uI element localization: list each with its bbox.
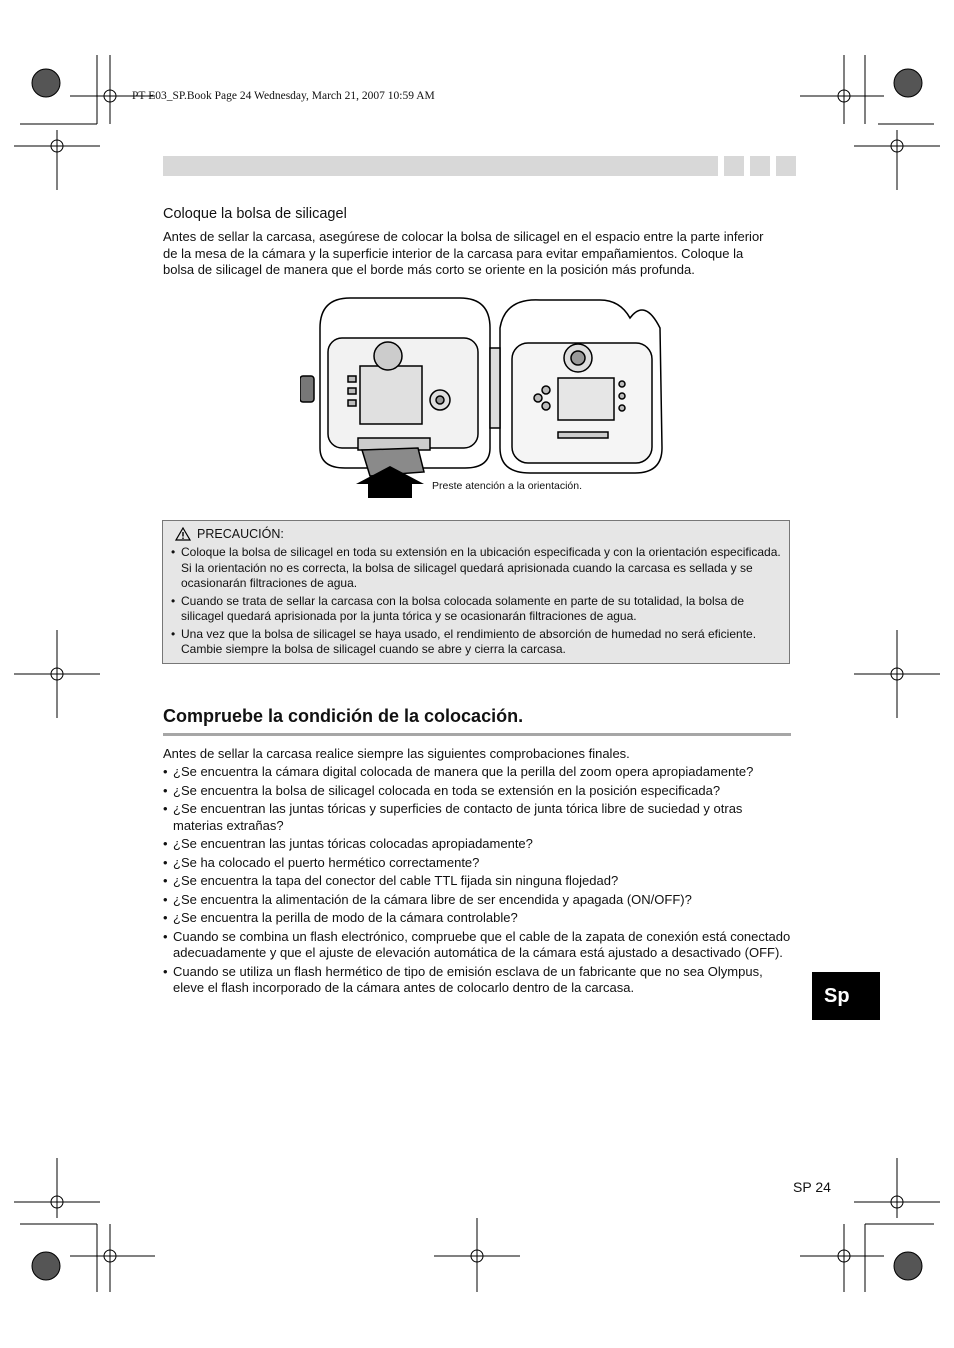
section-title: Compruebe la condición de la colocación. <box>163 706 524 726</box>
silica-paragraph <box>163 229 793 279</box>
paragraph-line: de la mesa de la cámara y la superficie interior de la carcasa para evitar empañamientos. Coloque la <box>163 245 744 261</box>
title-bar-square <box>776 156 796 176</box>
caution-box <box>162 520 790 664</box>
subheading-silica: Coloque la bolsa de silicagel <box>163 206 347 222</box>
caution-list <box>169 545 781 660</box>
caution-heading <box>175 527 284 541</box>
check-item: • ¿Se ha colocado el puerto hermético correctamente? <box>163 855 793 872</box>
check-item: • Cuando se combina un flash electrónico, compruebe que el cable de la zapata de conexión está conectado adecuadamente y que el ajuste de elevación automática de la cámara está ajustado a desactivado (OFF). <box>163 929 793 962</box>
figure-caption: Preste atención a la orientación. <box>432 480 583 492</box>
check-item: • ¿Se encuentra la tapa del conector del cable TTL fijada sin ninguna flojedad? <box>163 873 793 890</box>
check-item: • ¿Se encuentran las juntas tóricas colocadas apropiadamente? <box>163 836 793 853</box>
housing-illustration <box>300 288 680 498</box>
check-item: • ¿Se encuentran las juntas tóricas y superficies de contacto de junta tórica libre de suciedad y otras materias extrañas? <box>163 801 793 834</box>
warning-icon <box>175 527 191 541</box>
check-item: • ¿Se encuentra la perilla de modo de la cámara controlable? <box>163 910 793 927</box>
check-item: • Cuando se utiliza un flash hermético de tipo de emisión esclava de un fabricante que no sea Olympus, eleve el flash incorporado de la cámara antes de colocarlo dentro de la carcasa. <box>163 964 793 997</box>
caution-title: PRECAUCIÓN: <box>197 527 284 541</box>
section-divider <box>163 733 791 736</box>
title-bar <box>163 156 718 176</box>
caution-item: • Una vez que la bolsa de silicagel se haya usado, el rendimiento de absorción de humedad no será eficiente. Cambie siempre la bolsa de silicagel cuando se abre y cierra la carcasa. <box>169 627 781 658</box>
paragraph-line: bolsa de silicagel de manera que el borde más corto se oriente en la posición más profunda. <box>163 262 695 277</box>
checks-intro: Antes de sellar la carcasa realice siempre las siguientes comprobaciones finales. <box>163 746 630 761</box>
caution-item: • Coloque la bolsa de silicagel en toda su extensión en la ubicación especificada y con la orientación especificada. Si la orientación no es correcta, la bolsa de silicagel quedará aprisionada cuando la carcasa es sellada y se ocasionarán filtraciones de agua. <box>169 545 781 592</box>
language-tab: Sp <box>812 972 880 1020</box>
check-item: • ¿Se encuentra la cámara digital colocada de manera que la perilla del zoom opera apropiadamente? <box>163 764 793 781</box>
page-number: SP 24 <box>793 1179 831 1195</box>
title-bar-square <box>750 156 770 176</box>
title-bar-square <box>724 156 744 176</box>
check-item: • ¿Se encuentra la alimentación de la cámara libre de ser encendida y apagada (ON/OFF)? <box>163 892 793 909</box>
final-checks-list <box>163 764 793 999</box>
file-info-header: PT-E03_SP.Book Page 24 Wednesday, March 21, 2007 10:59 AM <box>132 90 435 102</box>
paragraph-line: Antes de sellar la carcasa, asegúrese de colocar la bolsa de silicagel en el espacio entre la parte inferior <box>163 229 764 244</box>
caution-item: • Cuando se trata de sellar la carcasa con la bolsa colocada solamente en parte de su totalidad, la bolsa de silicagel quedará aprisionada por la junta tórica y se ocasionarán filtraciones de agua. <box>169 594 781 625</box>
check-item: • ¿Se encuentra la bolsa de silicagel colocada en toda se extensión en la posición especificada? <box>163 783 793 800</box>
